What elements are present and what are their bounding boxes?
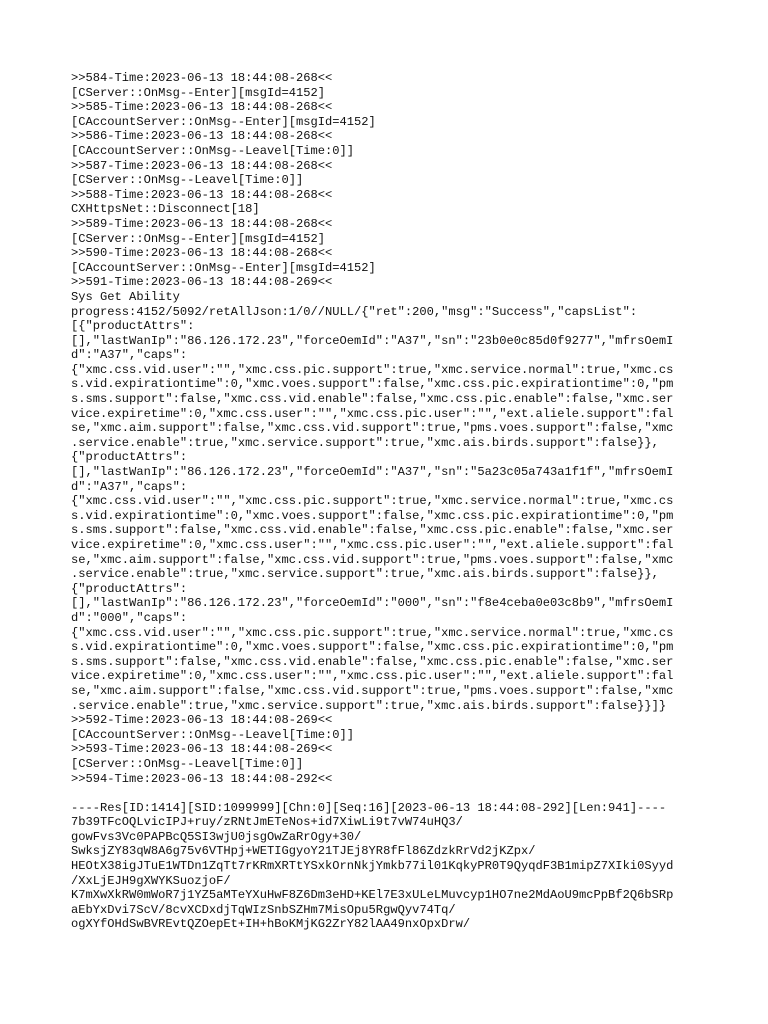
log-line: {"productAttrs": <box>71 450 188 465</box>
log-line: {"xmc.css.vid.user":"","xmc.css.pic.support":true,"xmc.service.normal":true,"xmc.cs <box>71 494 674 509</box>
log-line: CXHttpsNet::Disconnect[18] <box>71 202 260 217</box>
log-line: d":"000","caps": <box>71 610 188 625</box>
log-line: vice.expiretime":0,"xmc.css.user":"","xmc.css.pic.user":"","ext.aliele.support":fal <box>71 406 674 421</box>
log-line: s.sms.support":false,"xmc.css.vid.enable":false,"xmc.css.pic.enable":false,"xmc.ser <box>71 392 674 407</box>
log-line: [CServer::OnMsg--Leavel[Time:0]] <box>71 756 304 771</box>
log-line: s.vid.expirationtime":0,"xmc.voes.support":false,"xmc.css.pic.expirationtime":0,"pm <box>71 508 674 523</box>
log-line: >>592-Time:2023-06-13 18:44:08-269<< <box>71 713 333 728</box>
log-line: d":"A37","caps": <box>71 348 188 363</box>
log-line: .service.enable":true,"xmc.service.support":true,"xmc.ais.birds.support":false}}]} <box>71 698 667 713</box>
log-line: s.vid.expirationtime":0,"xmc.voes.support":false,"xmc.css.pic.expirationtime":0,"pm <box>71 377 674 392</box>
log-line: >>589-Time:2023-06-13 18:44:08-268<< <box>71 216 333 231</box>
log-line: s.sms.support":false,"xmc.css.vid.enable":false,"xmc.css.pic.enable":false,"xmc.ser <box>71 523 674 538</box>
log-document <box>71 71 701 932</box>
log-line: s.sms.support":false,"xmc.css.vid.enable":false,"xmc.css.pic.enable":false,"xmc.ser <box>71 654 674 669</box>
log-line: SwksjZY83qW8A6g75v6VTHpj+WETIGgyoY21TJEj8YR8fFl86ZdzkRrVd2jKZpx/ <box>71 844 536 859</box>
log-line: HEOtX38igJTuE1WTDn1ZqTt7rKRmXRTtYSxkOrnNkjYmkb77il01KqkyPR0T9QyqdF3B1mipZ7XIki0Syyd <box>71 859 674 874</box>
log-line: gowFvs3Vc0PAPBcQ5SI3wjU0jsgOwZaRrOgy+30/ <box>71 829 362 844</box>
log-line: {"xmc.css.vid.user":"","xmc.css.pic.support":true,"xmc.service.normal":true,"xmc.cs <box>71 362 674 377</box>
log-line: [CServer::OnMsg--Enter][msgId=4152] <box>71 85 326 100</box>
log-line: {"productAttrs": <box>71 581 188 596</box>
log-line: ogXYfOHdSwBVREvtQZOepEt+IH+hBoKMjKG2ZrY82lAA49nxOpxDrw/ <box>71 917 471 932</box>
log-line: >>586-Time:2023-06-13 18:44:08-268<< <box>71 129 333 144</box>
log-line: se,"xmc.aim.support":false,"xmc.css.vid.support":true,"pms.voes.support":false,"xmc <box>71 552 674 567</box>
log-line: /XxLjEJH9gXWYKSuozjoF/ <box>71 873 231 888</box>
log-line: >>584-Time:2023-06-13 18:44:08-268<< <box>71 71 333 85</box>
log-line: 7b39TFcOQLvicIPJ+ruy/zRNtJmETeNos+id7XiwLi9t7vW74uHQ3/ <box>71 815 463 830</box>
log-line: >>585-Time:2023-06-13 18:44:08-268<< <box>71 100 333 115</box>
log-line: [],"lastWanIp":"86.126.172.23","forceOemId":"A37","sn":"5a23c05a743a1f1f","mfrsOemI <box>71 465 674 480</box>
log-line: >>587-Time:2023-06-13 18:44:08-268<< <box>71 158 333 173</box>
log-line: [{"productAttrs": <box>71 319 195 334</box>
log-line: [CServer::OnMsg--Enter][msgId=4152] <box>71 231 326 246</box>
log-line: >>591-Time:2023-06-13 18:44:08-269<< <box>71 275 333 290</box>
log-line: .service.enable":true,"xmc.service.support":true,"xmc.ais.birds.support":false}}, <box>71 435 659 450</box>
log-line: .service.enable":true,"xmc.service.support":true,"xmc.ais.birds.support":false}}, <box>71 567 659 582</box>
log-line: progress:4152/5092/retAllJson:1/0//NULL/{"ret":200,"msg":"Success","capsList": <box>71 304 638 319</box>
log-line: [CAccountServer::OnMsg--Enter][msgId=4152] <box>71 260 376 275</box>
log-line: [CAccountServer::OnMsg--Leavel[Time:0]] <box>71 727 355 742</box>
log-line: d":"A37","caps": <box>71 479 188 494</box>
log-line: >>588-Time:2023-06-13 18:44:08-268<< <box>71 187 333 202</box>
log-line: K7mXwXkRW0mWoR7j1YZ5aMTeYXuHwF8Z6Dm3eHD+KEl7E3xULeLMuvcyp1HO7ne2MdAoU9mcPpBf2Q6bSRp <box>71 888 674 903</box>
log-line: [CAccountServer::OnMsg--Leavel[Time:0]] <box>71 143 355 158</box>
log-line: [],"lastWanIp":"86.126.172.23","forceOemId":"A37","sn":"23b0e0c85d0f9277","mfrsOemI <box>71 333 674 348</box>
log-line: >>593-Time:2023-06-13 18:44:08-269<< <box>71 742 333 757</box>
log-line: >>594-Time:2023-06-13 18:44:08-292<< <box>71 771 333 786</box>
log-line: aEbYxDvi7ScV/8cvXCDxdjTqWIzSnbSZHm7MisOpu5RgwQyv74Tq/ <box>71 902 456 917</box>
log-line: se,"xmc.aim.support":false,"xmc.css.vid.support":true,"pms.voes.support":false,"xmc <box>71 421 674 436</box>
log-line: s.vid.expirationtime":0,"xmc.voes.support":false,"xmc.css.pic.expirationtime":0,"pm <box>71 640 674 655</box>
log-line: ----Res[ID:1414][SID:1099999][Chn:0][Seq:16][2023-06-13 18:44:08-292][Len:941]---- <box>71 800 667 815</box>
log-line: Sys Get Ability <box>71 289 180 304</box>
blank-line <box>71 786 701 801</box>
log-line: [],"lastWanIp":"86.126.172.23","forceOemId":"000","sn":"f8e4ceba0e03c8b9","mfrsOemI <box>71 596 674 611</box>
log-line: >>590-Time:2023-06-13 18:44:08-268<< <box>71 246 333 261</box>
log-line: vice.expiretime":0,"xmc.css.user":"","xmc.css.pic.user":"","ext.aliele.support":fal <box>71 538 674 552</box>
log-line: [CAccountServer::OnMsg--Enter][msgId=4152] <box>71 114 376 129</box>
log-line: {"xmc.css.vid.user":"","xmc.css.pic.support":true,"xmc.service.normal":true,"xmc.cs <box>71 625 674 640</box>
log-line: vice.expiretime":0,"xmc.css.user":"","xmc.css.pic.user":"","ext.aliele.support":fal <box>71 669 674 684</box>
log-line: [CServer::OnMsg--Leavel[Time:0]] <box>71 173 304 188</box>
log-line: se,"xmc.aim.support":false,"xmc.css.vid.support":true,"pms.voes.support":false,"xmc <box>71 683 674 698</box>
